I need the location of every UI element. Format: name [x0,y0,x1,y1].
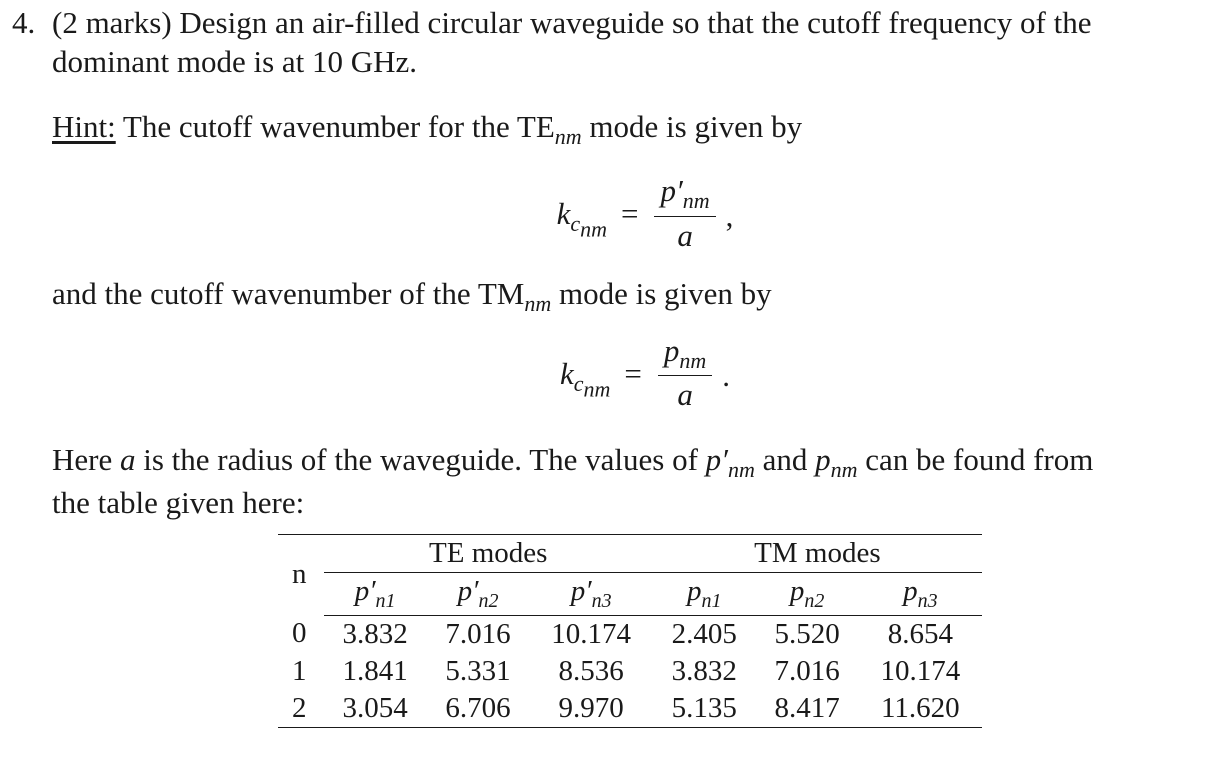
tm-paragraph: and the cutoff wavenumber of the $TM_{nm}$ mode is given by [52,276,772,317]
table-cell: 7.016 [445,617,511,650]
table-row [278,615,982,653]
eq2-punct: . [722,358,731,394]
eq1-lhs: $k_{c_{nm}}$ [556,195,607,242]
eq1-punct: , [725,198,734,234]
n-header: n [278,535,324,616]
column-header: $p_{n1}$ [653,573,756,615]
te-group-header: TE modes [324,535,653,573]
hint-paragraph [12,108,1218,151]
question-number: 4. [12,5,36,40]
table-cell: 5.520 [774,617,840,650]
table-cell: 3.054 [324,690,427,728]
table-cell: 5.331 [445,654,511,687]
table-cell: 11.620 [859,690,982,728]
table-cell: 10.174 [880,654,961,687]
column-header: $p'_{n3}$ [530,573,653,615]
table-row [278,653,982,690]
eq1-denominator: a [677,217,693,253]
eq2-numerator: $p_{nm}$ [658,334,712,376]
hint-mode-sub: nm [554,123,582,149]
eq1-numerator: $p'_{nm}$ [654,174,715,216]
table-cell: 6.706 [427,690,530,728]
hint-text-a: The cutoff wavenumber for the TE [115,108,555,144]
here-paragraph: Here a is the radius of the waveguide. The values of $p'_{nm}$ and $p_{nm}$ can be found from the table given here: [52,442,1094,520]
mode-roots-table [278,534,982,728]
table-cell: 8.417 [756,690,859,728]
table-cell: 5.135 [653,690,756,728]
table-cell: 1.841 [342,654,408,687]
table-cell: 3.832 [671,654,737,687]
eq1-fraction [654,174,715,255]
statement-continuation: dominant mode is at 10 GHz. [52,43,418,79]
column-header-row [278,573,982,615]
row-n: 2 [278,690,324,728]
problem-4 [12,4,1218,523]
table-cell: 2.405 [671,617,737,650]
table-row [278,690,982,728]
eq2-denominator: a [677,377,693,413]
table-cell: 9.970 [530,690,653,728]
table-cell: 10.174 [551,617,632,650]
equation-tm-cutoff [72,334,1218,415]
table-cell: 8.536 [558,654,624,687]
eq2-fraction [658,334,712,415]
equation-te-cutoff [72,174,1218,255]
hint-label: Hint: [52,108,116,144]
row-n: 0 [292,617,307,650]
table-cell: 8.654 [887,617,953,650]
column-header: $p'_{n1}$ [324,573,427,615]
hint-text-b: mode is given by [581,108,803,144]
table-cell: 7.016 [774,654,840,687]
problem-statement [12,4,1218,43]
column-header: $p_{n2}$ [756,573,859,615]
column-header: $p_{n3}$ [859,573,982,615]
statement-text: (2 marks) Design an air-filled circular waveguide so that the cutoff frequency of the [52,5,1092,40]
column-header: $p'_{n2}$ [427,573,530,615]
row-n: 1 [292,654,307,687]
table-cell: 3.832 [342,617,408,650]
eq2-lhs: $k_{c_{nm}}$ [559,355,611,402]
eq2-equals: = [624,356,642,392]
tm-group-header: TM modes [653,535,982,573]
eq1-equals: = [621,196,639,232]
